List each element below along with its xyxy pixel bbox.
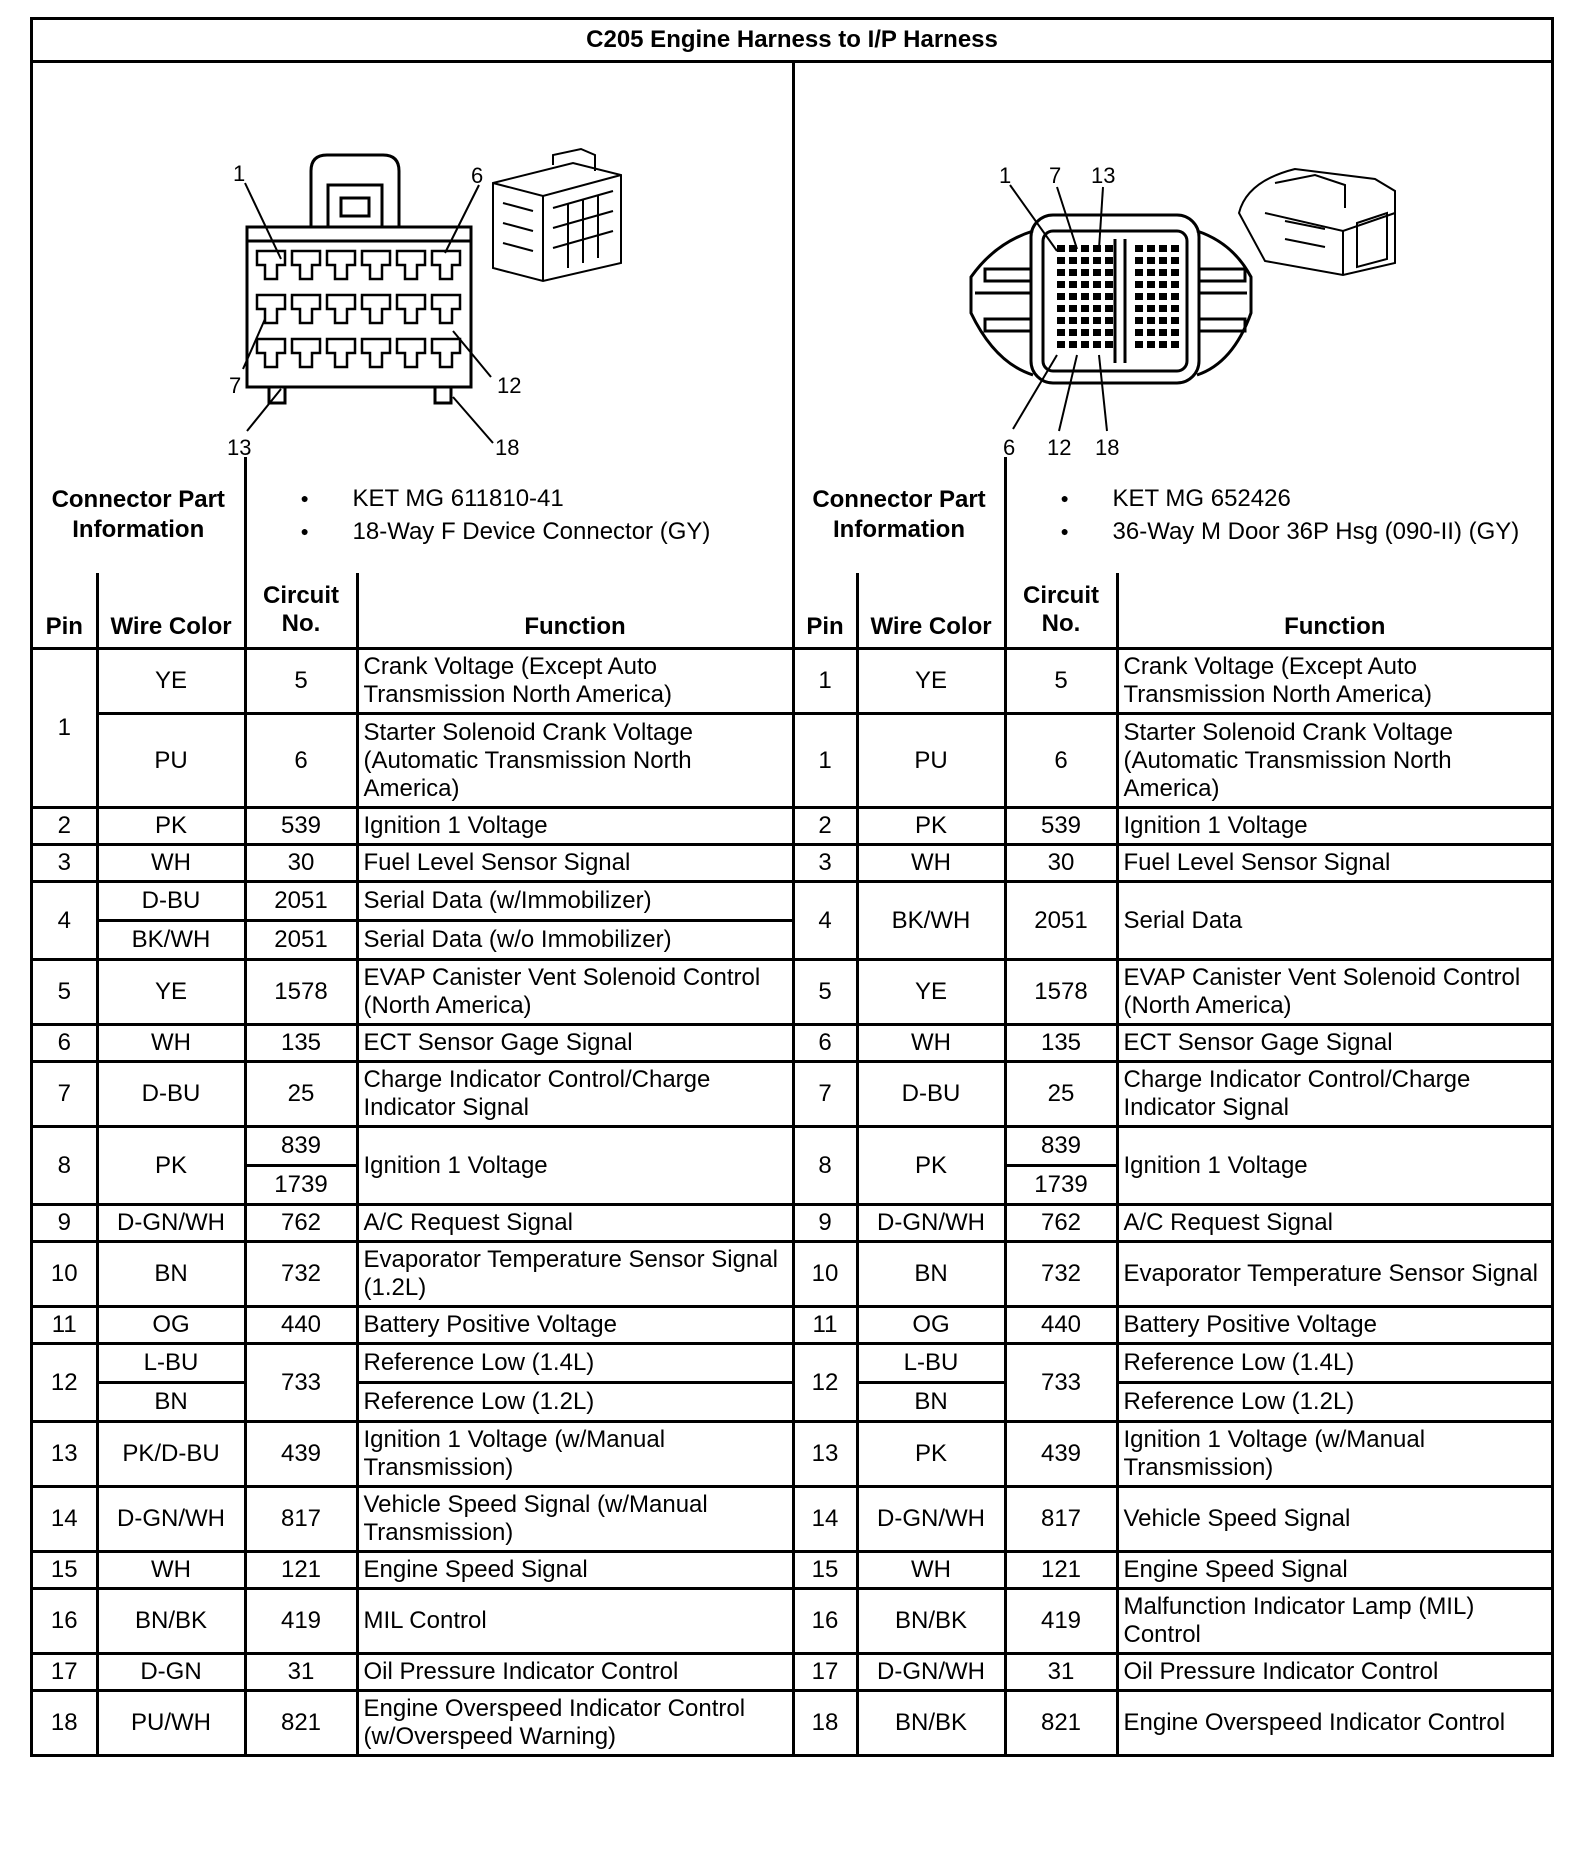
cavity — [327, 295, 355, 323]
wire-color: PK — [97, 808, 245, 845]
cavity — [1147, 341, 1155, 348]
pin: 8 — [33, 1127, 97, 1205]
function: Charge Indicator Control/Charge Indicator Signal — [1117, 1062, 1551, 1127]
cavity — [1159, 293, 1167, 300]
function: Battery Positive Voltage — [1117, 1307, 1551, 1344]
pin: 11 — [793, 1307, 857, 1344]
pin: 1 — [793, 714, 857, 808]
callout-18: 18 — [495, 435, 520, 457]
circuit-no: 733 — [1005, 1344, 1117, 1422]
cavity — [1135, 305, 1143, 312]
circuit-no: 2051 — [245, 921, 357, 960]
circuit-no: 821 — [1005, 1691, 1117, 1755]
left-header-circuit: Circuit No. — [245, 573, 357, 649]
cavity — [1135, 329, 1143, 336]
circuit-no: 1739 — [245, 1166, 357, 1205]
function: Oil Pressure Indicator Control — [1117, 1654, 1551, 1691]
callout-12: 12 — [497, 373, 522, 398]
cavity — [1093, 281, 1101, 288]
right-connector-thumbnail — [1239, 169, 1395, 275]
pin: 9 — [793, 1205, 857, 1242]
wire-color: PK — [97, 1127, 245, 1205]
cavity — [1057, 305, 1065, 312]
wire-color: PK — [857, 808, 1005, 845]
cavity — [362, 251, 390, 279]
circuit-no: 25 — [1005, 1062, 1117, 1127]
cavity — [1093, 293, 1101, 300]
circuit-no: 762 — [1005, 1205, 1117, 1242]
wire-color: PU — [857, 714, 1005, 808]
cavity — [1135, 317, 1143, 324]
wire-color: D-BU — [857, 1062, 1005, 1127]
function: Malfunction Indicator Lamp (MIL) Control — [1117, 1589, 1551, 1654]
cavity — [1069, 257, 1077, 264]
cavity — [1105, 329, 1113, 336]
left-cpi-item: ● 18-Way F Device Connector (GY) — [301, 515, 792, 548]
cavity — [1057, 257, 1065, 264]
wire-color: PU — [97, 714, 245, 808]
cavity — [1105, 257, 1113, 264]
cavity — [1057, 329, 1065, 336]
pin: 7 — [33, 1062, 97, 1127]
cavity — [1057, 245, 1065, 252]
function: Fuel Level Sensor Signal — [357, 845, 793, 882]
cavity — [1135, 293, 1143, 300]
cavity — [292, 251, 320, 279]
function: Ignition 1 Voltage — [357, 1127, 793, 1205]
cavity — [1147, 281, 1155, 288]
wire-color: BN — [97, 1242, 245, 1307]
cavity — [257, 339, 285, 367]
circuit-no: 6 — [1005, 714, 1117, 808]
circuit-no: 821 — [245, 1691, 357, 1755]
callout-13: 13 — [227, 435, 252, 457]
wire-color: WH — [97, 845, 245, 882]
pin: 13 — [793, 1422, 857, 1487]
circuit-no: 1578 — [245, 960, 357, 1025]
function: Serial Data (w/Immobilizer) — [357, 882, 793, 921]
function: Starter Solenoid Crank Voltage (Automatic Transmission North America) — [1117, 714, 1551, 808]
function: Engine Overspeed Indicator Control — [1117, 1691, 1551, 1755]
left-connector-figure — [33, 62, 793, 458]
cavity — [1081, 317, 1089, 324]
wire-color: WH — [857, 1552, 1005, 1589]
wire-color: WH — [97, 1025, 245, 1062]
wire-color: D-GN/WH — [97, 1487, 245, 1552]
pin: 2 — [33, 808, 97, 845]
cavity — [1171, 293, 1179, 300]
cavity — [1171, 305, 1179, 312]
cavity — [292, 295, 320, 323]
function: EVAP Canister Vent Solenoid Control (North America) — [1117, 960, 1551, 1025]
circuit-no: 2051 — [1005, 882, 1117, 960]
connector-info-table — [33, 457, 1551, 573]
cavity — [1057, 293, 1065, 300]
right-header-pin: Pin — [793, 573, 857, 649]
cavity — [1057, 281, 1065, 288]
function: Oil Pressure Indicator Control — [357, 1654, 793, 1691]
right-cpi-label: Connector Part Information — [793, 457, 1005, 573]
circuit-no: 817 — [1005, 1487, 1117, 1552]
right-header-wire: Wire Color — [857, 573, 1005, 649]
cavity — [1171, 317, 1179, 324]
pin: 3 — [793, 845, 857, 882]
right-header-function: Function — [1117, 573, 1551, 649]
table-row: 1 — [33, 649, 97, 808]
cavity — [397, 295, 425, 323]
wire-color: BN/BK — [97, 1589, 245, 1654]
wire-color: BN/BK — [857, 1589, 1005, 1654]
cavity — [1159, 305, 1167, 312]
cavity — [1135, 281, 1143, 288]
cavity — [1081, 257, 1089, 264]
cavity — [432, 295, 460, 323]
circuit-no: 762 — [245, 1205, 357, 1242]
function: Evaporator Temperature Sensor Signal (1.2L) — [357, 1242, 793, 1307]
cavity — [1147, 257, 1155, 264]
pinout-table — [33, 573, 1551, 1754]
cavity — [1081, 305, 1089, 312]
pin: 18 — [33, 1691, 97, 1755]
callout-7: 7 — [1048, 163, 1061, 188]
cavity — [1081, 281, 1089, 288]
function: MIL Control — [357, 1589, 793, 1654]
cavity — [1159, 341, 1167, 348]
right-connector-diagram — [795, 63, 1553, 457]
circuit-no: 5 — [1005, 649, 1117, 714]
function: Ignition 1 Voltage (w/Manual Transmission) — [1117, 1422, 1551, 1487]
pin: 4 — [793, 882, 857, 960]
wire-color: BK/WH — [97, 921, 245, 960]
wire-color: WH — [857, 845, 1005, 882]
cavity — [1105, 293, 1113, 300]
left-connector-thumbnail — [493, 149, 621, 281]
pin: 6 — [33, 1025, 97, 1062]
pin: 6 — [793, 1025, 857, 1062]
cavity — [1057, 341, 1065, 348]
wire-color: BK/WH — [857, 882, 1005, 960]
circuit-no: 5 — [245, 649, 357, 714]
wire-color: BN — [857, 1242, 1005, 1307]
cavity — [1171, 341, 1179, 348]
left-cpi-item: ● KET MG 611810-41 — [301, 482, 792, 515]
circuit-no: 539 — [245, 808, 357, 845]
function: Battery Positive Voltage — [357, 1307, 793, 1344]
pin: 1 — [793, 649, 857, 714]
wire-color: L-BU — [97, 1344, 245, 1383]
function: ECT Sensor Gage Signal — [1117, 1025, 1551, 1062]
pin: 11 — [33, 1307, 97, 1344]
wire-color: PK — [857, 1127, 1005, 1205]
circuit-no: 135 — [245, 1025, 357, 1062]
circuit-no: 1739 — [1005, 1166, 1117, 1205]
left-header-pin: Pin — [33, 573, 97, 649]
cavity — [1147, 245, 1155, 252]
function: Ignition 1 Voltage — [357, 808, 793, 845]
function: Ignition 1 Voltage — [1117, 1127, 1551, 1205]
wire-color: PU/WH — [97, 1691, 245, 1755]
pin: 12 — [33, 1344, 97, 1422]
cavity — [1105, 305, 1113, 312]
wire-color: D-BU — [97, 882, 245, 921]
pin: 4 — [33, 882, 97, 960]
cavity — [1147, 329, 1155, 336]
circuit-no: 817 — [245, 1487, 357, 1552]
function: Starter Solenoid Crank Voltage (Automatic Transmission North America) — [357, 714, 793, 808]
callout-1: 1 — [998, 163, 1011, 188]
circuit-no: 839 — [1005, 1127, 1117, 1166]
function: A/C Request Signal — [357, 1205, 793, 1242]
cavity — [1171, 269, 1179, 276]
right-connector-figure — [793, 62, 1551, 458]
wire-color: BN — [857, 1383, 1005, 1422]
pin: 7 — [793, 1062, 857, 1127]
function: Engine Overspeed Indicator Control (w/Overspeed Warning) — [357, 1691, 793, 1755]
right-cpi-item: ● 36-Way M Door 36P Hsg (090-II) (GY) — [1061, 515, 1552, 548]
circuit-no: 732 — [1005, 1242, 1117, 1307]
pin: 15 — [33, 1552, 97, 1589]
pin: 16 — [793, 1589, 857, 1654]
cavity — [1135, 257, 1143, 264]
cavity — [362, 295, 390, 323]
cavity — [1147, 269, 1155, 276]
cavity — [1093, 317, 1101, 324]
cavity — [1081, 329, 1089, 336]
left-cpi-label: Connector Part Information — [33, 457, 245, 573]
pin: 15 — [793, 1552, 857, 1589]
cavity — [1135, 341, 1143, 348]
cavity — [1093, 269, 1101, 276]
cavity — [327, 251, 355, 279]
wire-color: WH — [857, 1025, 1005, 1062]
circuit-no: 30 — [1005, 845, 1117, 882]
circuit-no: 30 — [245, 845, 357, 882]
left-header-wire: Wire Color — [97, 573, 245, 649]
cavity — [1159, 281, 1167, 288]
wire-color: D-BU — [97, 1062, 245, 1127]
cavity — [1093, 329, 1101, 336]
cavity — [1159, 269, 1167, 276]
cavity — [1159, 245, 1167, 252]
function: Fuel Level Sensor Signal — [1117, 845, 1551, 882]
cavity — [257, 295, 285, 323]
circuit-no: 1578 — [1005, 960, 1117, 1025]
function: ECT Sensor Gage Signal — [357, 1025, 793, 1062]
circuit-no: 6 — [245, 714, 357, 808]
cavity — [1081, 341, 1089, 348]
callout-7: 7 — [229, 373, 242, 398]
cavity — [1159, 329, 1167, 336]
pin: 10 — [33, 1242, 97, 1307]
pin: 16 — [33, 1589, 97, 1654]
circuit-no: 732 — [245, 1242, 357, 1307]
cavity — [1135, 269, 1143, 276]
cavity — [1057, 317, 1065, 324]
wire-color: L-BU — [857, 1344, 1005, 1383]
function: Reference Low (1.2L) — [1117, 1383, 1551, 1422]
function: Serial Data — [1117, 882, 1551, 960]
function: EVAP Canister Vent Solenoid Control (North America) — [357, 960, 793, 1025]
right-cpi-list — [1005, 457, 1551, 573]
pin: 3 — [33, 845, 97, 882]
circuit-no: 2051 — [245, 882, 357, 921]
wire-color: WH — [97, 1552, 245, 1589]
circuit-no: 121 — [1005, 1552, 1117, 1589]
cavity — [397, 251, 425, 279]
cavity — [1171, 245, 1179, 252]
function: Ignition 1 Voltage — [1117, 808, 1551, 845]
wire-color: PK/D-BU — [97, 1422, 245, 1487]
cavity — [327, 339, 355, 367]
cavity — [1069, 293, 1077, 300]
wire-color: D-GN/WH — [857, 1205, 1005, 1242]
circuit-no: 25 — [245, 1062, 357, 1127]
pin: 17 — [793, 1654, 857, 1691]
wire-color: PK — [857, 1422, 1005, 1487]
cavity — [1081, 245, 1089, 252]
cavity — [1147, 293, 1155, 300]
page-title: C205 Engine Harness to I/P Harness — [33, 20, 1551, 62]
cavity — [1105, 317, 1113, 324]
cavity — [1105, 341, 1113, 348]
callout-6: 6 — [471, 163, 484, 188]
right-header-circuit: Circuit No. — [1005, 573, 1117, 649]
cavity — [1147, 305, 1155, 312]
callout-12: 12 — [1046, 435, 1071, 457]
wire-color: YE — [97, 960, 245, 1025]
wire-color: D-GN/WH — [857, 1487, 1005, 1552]
cavity — [1081, 293, 1089, 300]
cavity — [1069, 317, 1077, 324]
cavity — [432, 339, 460, 367]
pin: 13 — [33, 1422, 97, 1487]
left-cpi-list — [245, 457, 793, 573]
wire-color: D-GN/WH — [97, 1205, 245, 1242]
wire-color: OG — [857, 1307, 1005, 1344]
connector-sheet — [30, 17, 1554, 1757]
wire-color: YE — [97, 649, 245, 714]
circuit-no: 839 — [245, 1127, 357, 1166]
function: Serial Data (w/o Immobilizer) — [357, 921, 793, 960]
cavity — [362, 339, 390, 367]
circuit-no: 439 — [245, 1422, 357, 1487]
circuit-no: 419 — [245, 1589, 357, 1654]
callout-18: 18 — [1094, 435, 1119, 457]
pin: 9 — [33, 1205, 97, 1242]
cavity — [1135, 245, 1143, 252]
cavity — [1147, 317, 1155, 324]
right-cpi-item: ● KET MG 652426 — [1061, 482, 1552, 515]
function: Crank Voltage (Except Auto Transmission North America) — [1117, 649, 1551, 714]
wire-color: YE — [857, 960, 1005, 1025]
function: Crank Voltage (Except Auto Transmission North America) — [357, 649, 793, 714]
function: Evaporator Temperature Sensor Signal — [1117, 1242, 1551, 1307]
pin: 18 — [793, 1691, 857, 1755]
pin: 14 — [33, 1487, 97, 1552]
circuit-no: 539 — [1005, 808, 1117, 845]
callout-6: 6 — [1002, 435, 1015, 457]
left-header-function: Function — [357, 573, 793, 649]
circuit-no: 733 — [245, 1344, 357, 1422]
cavity — [1159, 257, 1167, 264]
pin: 5 — [33, 960, 97, 1025]
wire-color: D-GN/WH — [857, 1654, 1005, 1691]
wire-color: OG — [97, 1307, 245, 1344]
cavity — [397, 339, 425, 367]
wire-color: BN — [97, 1383, 245, 1422]
callout-13: 13 — [1090, 163, 1115, 188]
pin: 8 — [793, 1127, 857, 1205]
cavity — [1069, 281, 1077, 288]
pin: 14 — [793, 1487, 857, 1552]
header-table — [33, 20, 1551, 457]
function: Ignition 1 Voltage (w/Manual Transmission) — [357, 1422, 793, 1487]
cavity — [1105, 269, 1113, 276]
pin: 12 — [793, 1344, 857, 1422]
cavity — [1159, 317, 1167, 324]
cavity — [1093, 341, 1101, 348]
cavity — [432, 251, 460, 279]
cavity — [1093, 257, 1101, 264]
circuit-no: 419 — [1005, 1589, 1117, 1654]
callout-1: 1 — [233, 161, 246, 186]
wire-color: YE — [857, 649, 1005, 714]
cavity — [1171, 257, 1179, 264]
wire-color: BN/BK — [857, 1691, 1005, 1755]
wire-color: D-GN — [97, 1654, 245, 1691]
cavity — [1069, 329, 1077, 336]
function: Engine Speed Signal — [357, 1552, 793, 1589]
circuit-no: 31 — [1005, 1654, 1117, 1691]
pin: 5 — [793, 960, 857, 1025]
pin: 2 — [793, 808, 857, 845]
function: Vehicle Speed Signal — [1117, 1487, 1551, 1552]
function: Engine Speed Signal — [1117, 1552, 1551, 1589]
circuit-no: 135 — [1005, 1025, 1117, 1062]
circuit-no: 439 — [1005, 1422, 1117, 1487]
circuit-no: 440 — [1005, 1307, 1117, 1344]
cavity — [1069, 305, 1077, 312]
cavity — [1057, 269, 1065, 276]
cavity — [1105, 281, 1113, 288]
function: Reference Low (1.2L) — [357, 1383, 793, 1422]
cavity — [257, 251, 285, 279]
left-connector-diagram — [33, 63, 793, 457]
circuit-no: 440 — [245, 1307, 357, 1344]
cavity — [1093, 305, 1101, 312]
cavity — [1069, 341, 1077, 348]
cavity — [1171, 281, 1179, 288]
pin: 17 — [33, 1654, 97, 1691]
function: Vehicle Speed Signal (w/Manual Transmission) — [357, 1487, 793, 1552]
pin: 10 — [793, 1242, 857, 1307]
circuit-no: 31 — [245, 1654, 357, 1691]
function: Reference Low (1.4L) — [1117, 1344, 1551, 1383]
function: A/C Request Signal — [1117, 1205, 1551, 1242]
cavity — [1081, 269, 1089, 276]
cavity — [292, 339, 320, 367]
function: Charge Indicator Control/Charge Indicator Signal — [357, 1062, 793, 1127]
cavity — [1105, 245, 1113, 252]
circuit-no: 121 — [245, 1552, 357, 1589]
cavity — [1069, 269, 1077, 276]
function: Reference Low (1.4L) — [357, 1344, 793, 1383]
cavity — [1171, 329, 1179, 336]
